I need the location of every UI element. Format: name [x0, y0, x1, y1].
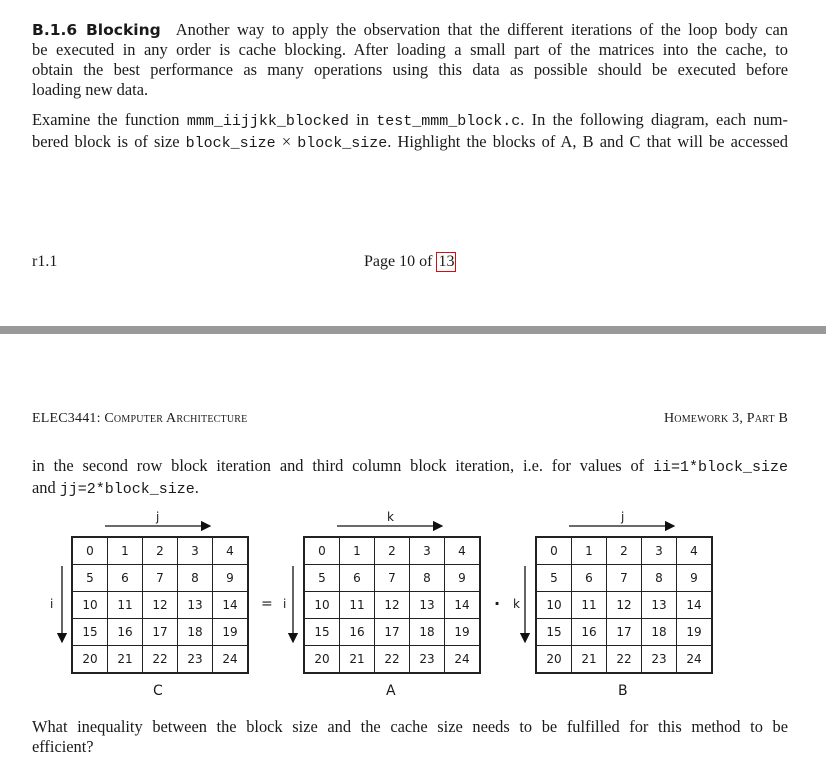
- b-cell[interactable]: 17: [607, 619, 642, 646]
- c-cell[interactable]: 12: [143, 592, 178, 619]
- b-cell[interactable]: 9: [677, 565, 713, 592]
- a-cell[interactable]: 11: [340, 592, 375, 619]
- c-cell[interactable]: 18: [178, 619, 213, 646]
- a-cell[interactable]: 23: [410, 646, 445, 674]
- ii-code: ii=1*block_size: [652, 459, 788, 476]
- b-cell[interactable]: 15: [536, 619, 572, 646]
- b-cell[interactable]: 0: [536, 537, 572, 565]
- a-cell[interactable]: 13: [410, 592, 445, 619]
- b-cell[interactable]: 4: [677, 537, 713, 565]
- c-cell[interactable]: 8: [178, 565, 213, 592]
- c-cell[interactable]: 4: [213, 537, 249, 565]
- page-total-link[interactable]: 13: [438, 253, 455, 270]
- c-cell[interactable]: 0: [72, 537, 108, 565]
- para2-line-2: bered block is of size block_size × block_size. Highlight the blocks of A, B and C that will be accessed: [32, 132, 788, 152]
- matrix-b-label: B: [618, 683, 628, 699]
- a-cell[interactable]: 22: [375, 646, 410, 674]
- a-cell[interactable]: 7: [375, 565, 410, 592]
- c-cell[interactable]: 1: [108, 537, 143, 565]
- a-cell[interactable]: 4: [445, 537, 481, 565]
- para1-line-1: B.1.6 Blocking Another way to apply the observation that the different iterations of the loop body can: [32, 20, 789, 39]
- a-cell[interactable]: 1: [340, 537, 375, 565]
- a-cell[interactable]: 3: [410, 537, 445, 565]
- a-cell[interactable]: 24: [445, 646, 481, 674]
- c-cell[interactable]: 15: [72, 619, 108, 646]
- c-col-axis-label: j: [156, 510, 160, 524]
- question-paragraph: [32, 717, 788, 757]
- c-cell[interactable]: 2: [143, 537, 178, 565]
- b-cell[interactable]: 24: [677, 646, 713, 674]
- b-cell[interactable]: 16: [572, 619, 607, 646]
- c-cell[interactable]: 6: [108, 565, 143, 592]
- c-cell[interactable]: 5: [72, 565, 108, 592]
- a-cell[interactable]: 8: [410, 565, 445, 592]
- c-cell[interactable]: 20: [72, 646, 108, 674]
- c-cell[interactable]: 11: [108, 592, 143, 619]
- a-cell[interactable]: 0: [304, 537, 340, 565]
- matrix-c-grid: [71, 536, 249, 674]
- c-row-axis-label: i: [50, 597, 54, 611]
- a-cell[interactable]: 21: [340, 646, 375, 674]
- c-cell[interactable]: 17: [143, 619, 178, 646]
- b-cell[interactable]: 6: [572, 565, 607, 592]
- b-cell[interactable]: 8: [642, 565, 677, 592]
- c-cell[interactable]: 9: [213, 565, 249, 592]
- a-cell[interactable]: 5: [304, 565, 340, 592]
- matrix-a-label: A: [386, 683, 396, 699]
- a-cell[interactable]: 10: [304, 592, 340, 619]
- b-cell[interactable]: 2: [607, 537, 642, 565]
- c-cell[interactable]: 7: [143, 565, 178, 592]
- section-heading: B.1.6 Blocking: [32, 21, 161, 39]
- b-cell[interactable]: 18: [642, 619, 677, 646]
- question-line-2: efficient?: [32, 737, 94, 756]
- b-cell[interactable]: 10: [536, 592, 572, 619]
- para1-line-4: loading new data.: [32, 80, 149, 99]
- multiply-dot: ·: [494, 594, 501, 613]
- a-row-axis-label: i: [283, 597, 287, 611]
- a-cell[interactable]: 15: [304, 619, 340, 646]
- c-cell[interactable]: 13: [178, 592, 213, 619]
- a-cell[interactable]: 6: [340, 565, 375, 592]
- para1-line-2: be executed in any order is cache blocking. After loading a small part of the matrices into the cache, to: [32, 40, 788, 59]
- equals-sign: =: [261, 596, 273, 612]
- c-cell[interactable]: 10: [72, 592, 108, 619]
- c-cell[interactable]: 14: [213, 592, 249, 619]
- continuation-line-1: in the second row block iteration and third column block iteration, i.e. for values of ii=1*block_size: [32, 456, 788, 476]
- function-name-code: mmm_iijjkk_blocked: [186, 113, 349, 130]
- file-name-code: test_mmm_block.c: [376, 113, 521, 130]
- b-cell[interactable]: 7: [607, 565, 642, 592]
- b-cell[interactable]: 1: [572, 537, 607, 565]
- a-cell[interactable]: 18: [410, 619, 445, 646]
- c-cell[interactable]: 23: [178, 646, 213, 674]
- matrix-c-label: C: [153, 683, 163, 699]
- c-cell[interactable]: 3: [178, 537, 213, 565]
- c-cell[interactable]: 22: [143, 646, 178, 674]
- question-line-1: What inequality between the block size and the cache size needs to be fulfilled for this method to be: [32, 717, 788, 736]
- page-number: Page 10 of 13: [364, 253, 455, 270]
- running-header-course: ELEC3441: Computer Architecture: [32, 411, 248, 426]
- matrix-a-grid: [303, 536, 481, 674]
- matrix-b-grid: [535, 536, 713, 674]
- running-header-assignment: Homework 3, Part B: [663, 411, 788, 426]
- a-cell[interactable]: 9: [445, 565, 481, 592]
- revision-label: r1.1: [32, 253, 58, 270]
- b-cell[interactable]: 22: [607, 646, 642, 674]
- a-cell[interactable]: 2: [375, 537, 410, 565]
- c-cell[interactable]: 19: [213, 619, 249, 646]
- b-row-axis-label: k: [513, 597, 520, 611]
- para2-line-1: Examine the function mmm_iijjkk_blocked in test_mmm_block.c. In the following diagram, each num-: [32, 110, 788, 130]
- b-cell[interactable]: 19: [677, 619, 713, 646]
- a-cell[interactable]: 17: [375, 619, 410, 646]
- c-cell[interactable]: 24: [213, 646, 249, 674]
- b-cell[interactable]: 14: [677, 592, 713, 619]
- b-cell[interactable]: 3: [642, 537, 677, 565]
- c-cell[interactable]: 16: [108, 619, 143, 646]
- c-cell[interactable]: 21: [108, 646, 143, 674]
- continuation-line-2: and jj=2*block_size.: [32, 478, 199, 498]
- a-cell[interactable]: 19: [445, 619, 481, 646]
- b-cell[interactable]: 23: [642, 646, 677, 674]
- jj-code: jj=2*block_size: [59, 481, 195, 498]
- b-col-axis-label: j: [621, 510, 625, 524]
- a-col-axis-label: k: [387, 510, 394, 524]
- a-cell[interactable]: 12: [375, 592, 410, 619]
- b-cell[interactable]: 5: [536, 565, 572, 592]
- a-cell[interactable]: 14: [445, 592, 481, 619]
- a-cell[interactable]: 16: [340, 619, 375, 646]
- b-cell[interactable]: 13: [642, 592, 677, 619]
- b-cell[interactable]: 21: [572, 646, 607, 674]
- b-cell[interactable]: 20: [536, 646, 572, 674]
- a-cell[interactable]: 20: [304, 646, 340, 674]
- b-cell[interactable]: 11: [572, 592, 607, 619]
- para1-line-3: obtain the best performance as many operations using this data as possible should be executed before: [32, 60, 788, 79]
- b-cell[interactable]: 12: [607, 592, 642, 619]
